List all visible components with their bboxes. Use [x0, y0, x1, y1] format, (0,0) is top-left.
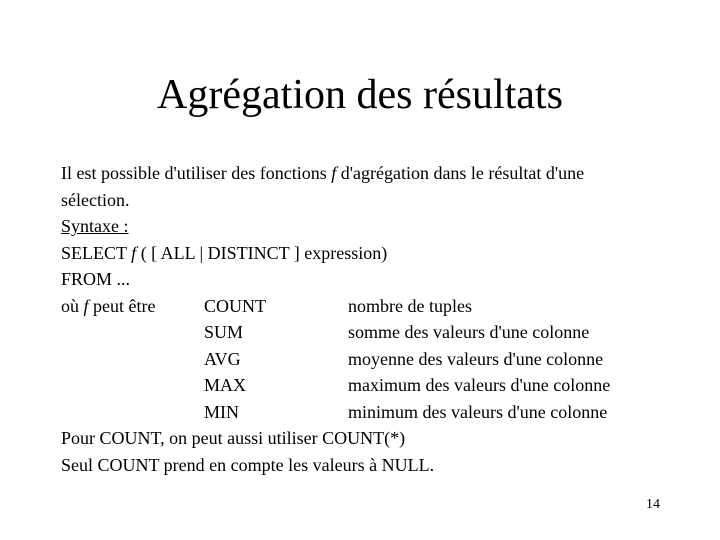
- prefix-text-b: peut être: [88, 295, 156, 316]
- intro-text-a: Il est possible d'utiliser des fonctions: [61, 163, 332, 183]
- select-text-b: ( [ ALL | DISTINCT ] expression): [136, 242, 388, 263]
- function-row-max: [61, 372, 681, 399]
- function-description: somme des valeurs d'une colonne: [348, 322, 590, 342]
- null-note: Seul COUNT prend en compte les valeurs à NULL.: [61, 454, 435, 475]
- select-syntax-line: [61, 240, 681, 267]
- function-name: AVG: [204, 348, 241, 369]
- intro-line-1: [61, 160, 681, 187]
- slide-title: Agrégation des résultats: [157, 72, 563, 118]
- functions-prefix: [61, 293, 155, 320]
- function-row-sum: [61, 319, 681, 346]
- function-row-min: [61, 399, 681, 426]
- function-description: maximum des valeurs d'une colonne: [348, 375, 611, 395]
- function-name: COUNT: [204, 295, 266, 316]
- syntax-label-line: [61, 213, 681, 240]
- function-row-avg: [61, 346, 681, 373]
- count-note: Pour COUNT, on peut aussi utiliser COUNT(*): [61, 428, 406, 448]
- intro-text-b: d'agrégation dans le résultat d'une: [336, 163, 585, 183]
- syntax-label: Syntaxe :: [61, 216, 129, 236]
- select-text-a: SELECT: [61, 242, 132, 263]
- prefix-text-a: où: [61, 295, 84, 316]
- function-name: MAX: [204, 375, 247, 395]
- slide-body: [61, 160, 681, 478]
- function-description: moyenne des valeurs d'une colonne: [348, 348, 604, 369]
- function-symbol: f: [331, 163, 337, 183]
- intro-line-2: sélection.: [61, 189, 130, 210]
- function-description: nombre de tuples: [348, 295, 472, 316]
- from-syntax-line: FROM ...: [61, 269, 131, 289]
- function-symbol: f: [131, 242, 137, 263]
- function-name: SUM: [204, 322, 244, 342]
- function-symbol: f: [83, 295, 89, 316]
- function-description: minimum des valeurs d'une colonne: [348, 401, 608, 422]
- function-name: MIN: [204, 401, 239, 422]
- function-row-count: [61, 293, 681, 320]
- page-number: 14: [646, 497, 660, 512]
